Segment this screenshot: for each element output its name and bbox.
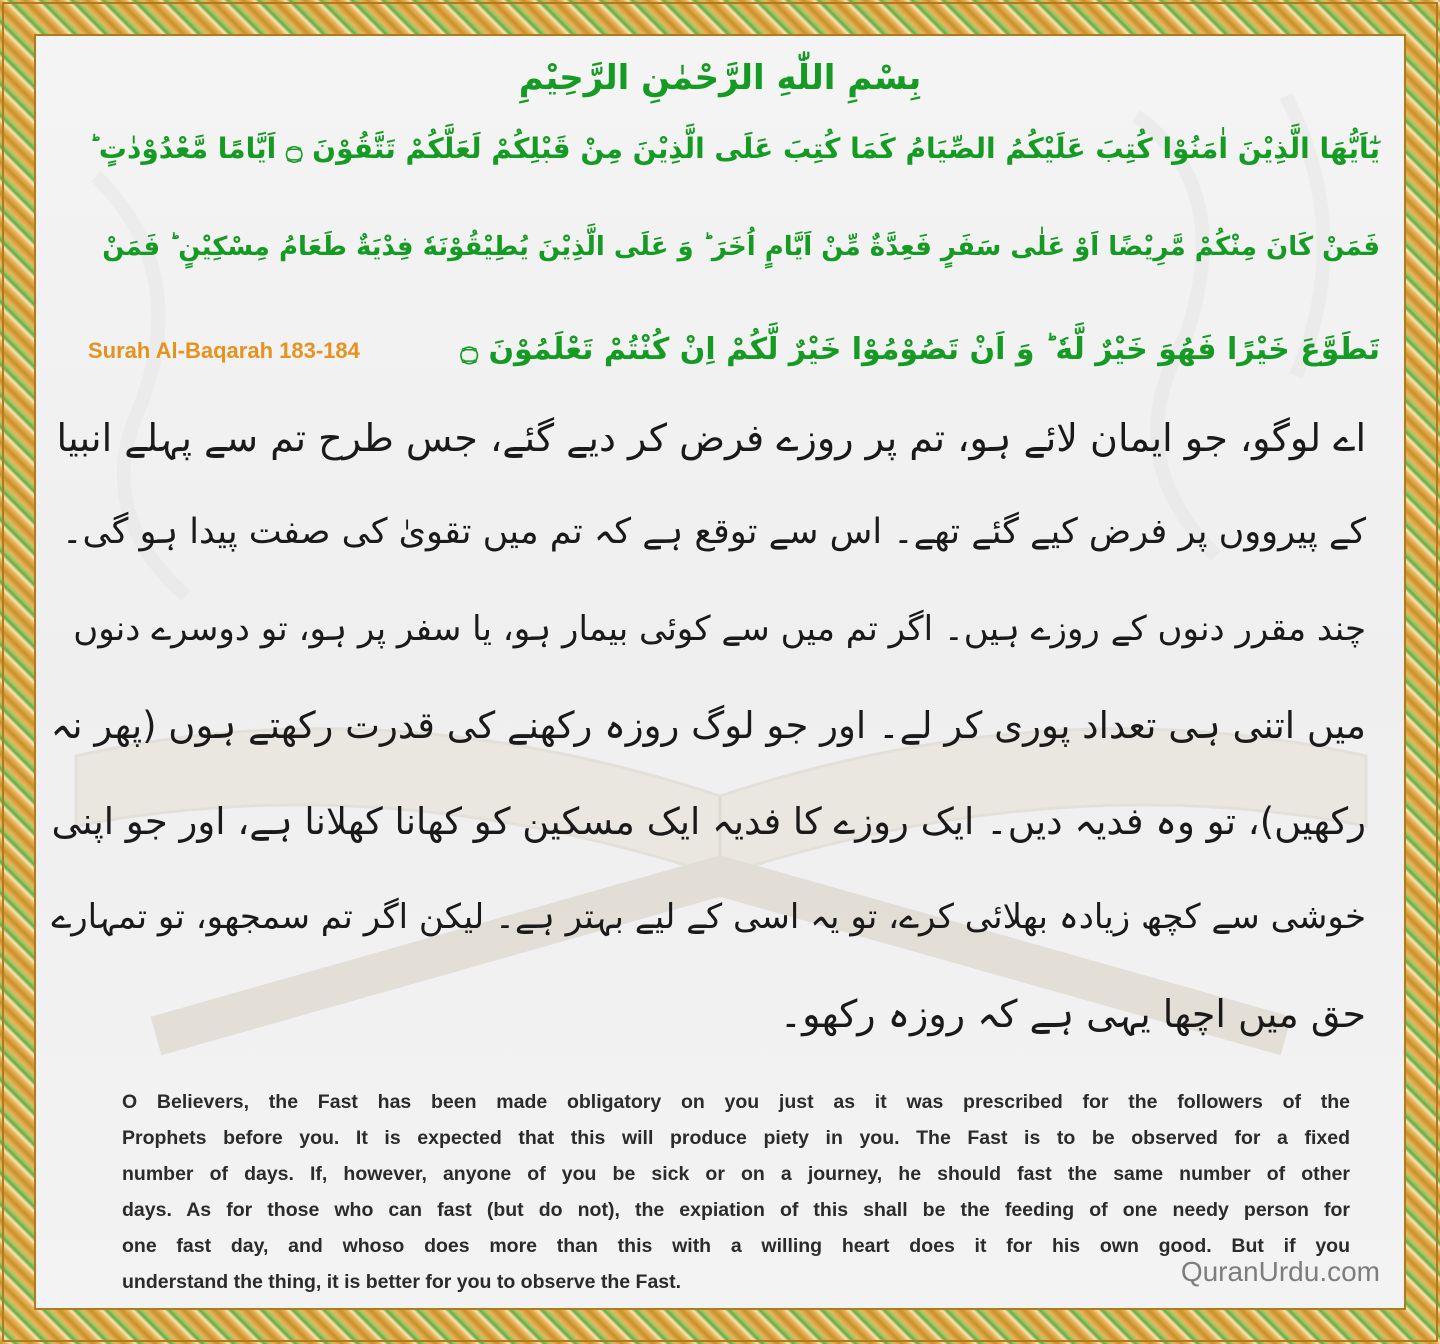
surah-reference: Surah Al-Baqarah 183-184 bbox=[88, 338, 360, 363]
urdu-translation-line: اے لوگو، جو ایمان لائے ہو، تم پر روزے فرض کر دیے گئے، جس طرح تم سے پہلے انبیا bbox=[56, 416, 1366, 460]
content-panel bbox=[36, 36, 1404, 1308]
arabic-verse-line: فَمَنْ كَانَ مِنْكُمْ مَّرِيْضًا اَوْ عَلٰى سَفَرٍ فَعِدَّةٌ مِّنْ اَيَّامٍ اُخَرَ ؕ وَ عَلَى الَّذِيْنَ يُطِيْقُوْنَهٗ فِدْيَةٌ طَعَامُ مِسْكِيْنٍ ؕ فَمَنْ bbox=[102, 232, 1380, 262]
english-translation-line: Prophets before you. It is expected that this will produce piety in you. The Fast is to be observed for a fixed bbox=[122, 1127, 1350, 1149]
english-translation-line: days. As for those who can fast (but do not), the expiation of this shall be the feeding of one needy person for bbox=[122, 1199, 1350, 1221]
urdu-translation-line: کے پیرووں پر فرض کیے گئے تھے۔ اس سے توقع ہے کہ تم میں تقویٰ کی صفت پیدا ہو گی۔ bbox=[62, 512, 1366, 552]
bismillah-heading: بِسْمِ اللّٰهِ الرَّحْمٰنِ الرَّحِيْمِ bbox=[518, 58, 922, 98]
english-translation-line: O Believers, the Fast has been made obligatory on you just as it was prescribed for the followers of the bbox=[122, 1091, 1350, 1113]
urdu-translation-line: رکھیں)، تو وہ فدیہ دیں۔ ایک روزے کا فدیہ ایک مسکین کو کھانا کھلانا ہے، اور جو اپنی bbox=[51, 800, 1366, 843]
website-watermark: QuranUrdu.com bbox=[1180, 1256, 1380, 1287]
english-translation-line: number of days. If, however, anyone of you be sick or on a journey, he should fast the same number of other bbox=[122, 1163, 1350, 1185]
urdu-translation-line: حق میں اچھا یہی ہے کہ روزہ رکھو۔ bbox=[779, 992, 1366, 1036]
arabic-verse-line: تَطَوَّعَ خَيْرًا فَهُوَ خَيْرٌ لَّهٗ ؕ وَ اَنْ تَصُوْمُوْا خَيْرٌ لَّكُمْ اِنْ كُنْتُمْ تَعْلَمُوْنَ ۝ bbox=[460, 332, 1380, 367]
arabic-verse-line: يٰٓاَيُّهَا الَّذِيْنَ اٰمَنُوْا كُتِبَ عَلَيْكُمُ الصِّيَامُ كَمَا كُتِبَ عَلَى الَّذِيْنَ مِنْ قَبْلِكُمْ لَعَلَّكُمْ تَتَّقُوْنَ ۝ اَيَّامًا مَّعْدُوْدٰتٍ ؕ bbox=[89, 132, 1380, 165]
urdu-translation-line: چند مقرر دنوں کے روزے ہیں۔ اگر تم میں سے کوئی بیمار ہو، یا سفر پر ہو، تو دوسرے دنوں bbox=[73, 609, 1366, 649]
verse-content bbox=[36, 36, 1404, 1308]
english-translation bbox=[122, 1084, 1350, 1300]
urdu-translation-line: میں اتنی ہی تعداد پوری کر لے۔ اور جو لوگ روزہ رکھنے کی قدرت رکھتے ہوں (پھر نہ bbox=[50, 704, 1366, 747]
english-translation-line: one fast day, and whoso does more than this with a willing heart does it for his own good. But if you bbox=[122, 1235, 1350, 1257]
english-translation-line: understand the thing, it is better for you to observe the Fast. bbox=[122, 1271, 682, 1293]
urdu-translation-line: خوشی سے کچھ زیادہ بھلائی کرے، تو یہ اسی کے لیے بہتر ہے۔ لیکن اگر تم سمجھو، تو تمہارے bbox=[51, 897, 1366, 937]
